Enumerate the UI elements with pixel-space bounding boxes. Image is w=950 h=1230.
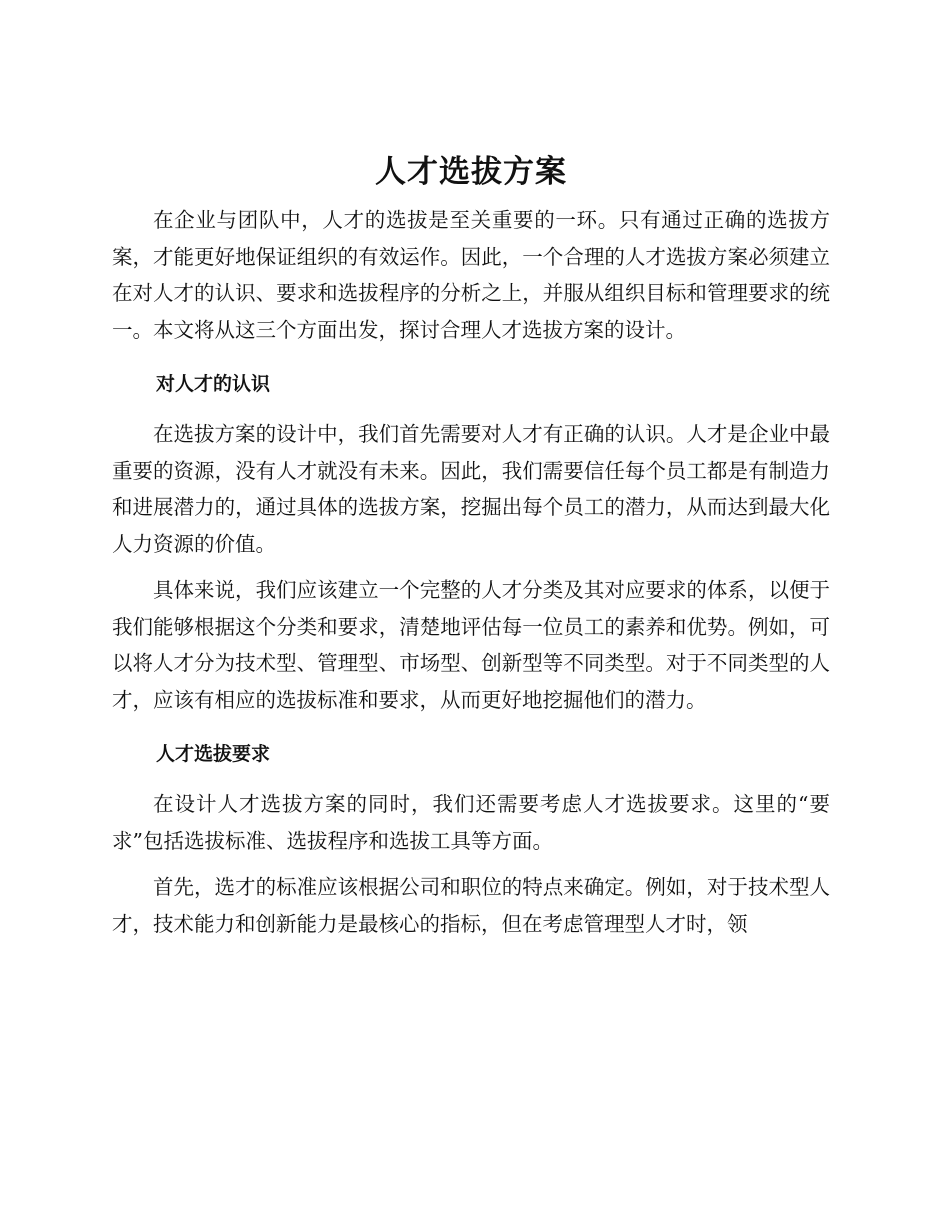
section2-paragraph-1: 在设计人才选拔方案的同时，我们还需要考虑人才选拔要求。这里的“要求”包括选拔标准、选拔程序和选拔工具等方面。 [112,792,830,853]
document-page [112,150,830,952]
section2-paragraph-2: 首先，选才的标准应该根据公司和职位的特点来确定。例如，对于技术型人才，技术能力和创新能力是最核心的指标，但在考虑管理型人才时，领 [112,875,830,936]
section1-paragraph-2: 具体来说，我们应该建立一个完整的人才分类及其对应要求的体系，以便于我们能够根据这个分类和要求，清楚地评估每一位员工的素养和优势。例如，可以将人才分为技术型、管理型、市场型、创新型等不同类型。对于不同类型的人才，应该有相应的选拔标准和要求，从而更好地挖掘他们的潜力。 [112,578,830,712]
document-title: 人才选拔方案 [375,154,567,190]
intro-paragraph: 在企业与团队中，人才的选拔是至关重要的一环。只有通过正确的选拔方案，才能更好地保证组织的有效运作。因此，一个合理的人才选拔方案必须建立在对人才的认识、要求和选拔程序的分析之上，并服从组织目标和管理要求的统一。本文将从这三个方面出发，探讨合理人才选拔方案的设计。 [112,208,830,342]
section1-paragraph-1: 在选拔方案的设计中，我们首先需要对人才有正确的认识。人才是企业中最重要的资源，没有人才就没有未来。因此，我们需要信任每个员工都是有制造力和进展潜力的，通过具体的选拔方案，挖掘出每个员工的潜力，从而达到最大化人力资源的价值。 [112,422,830,556]
section-heading-talent-recognition: 对人才的认识 [156,373,271,395]
section-heading-selection-requirements: 人才选拔要求 [156,743,271,765]
